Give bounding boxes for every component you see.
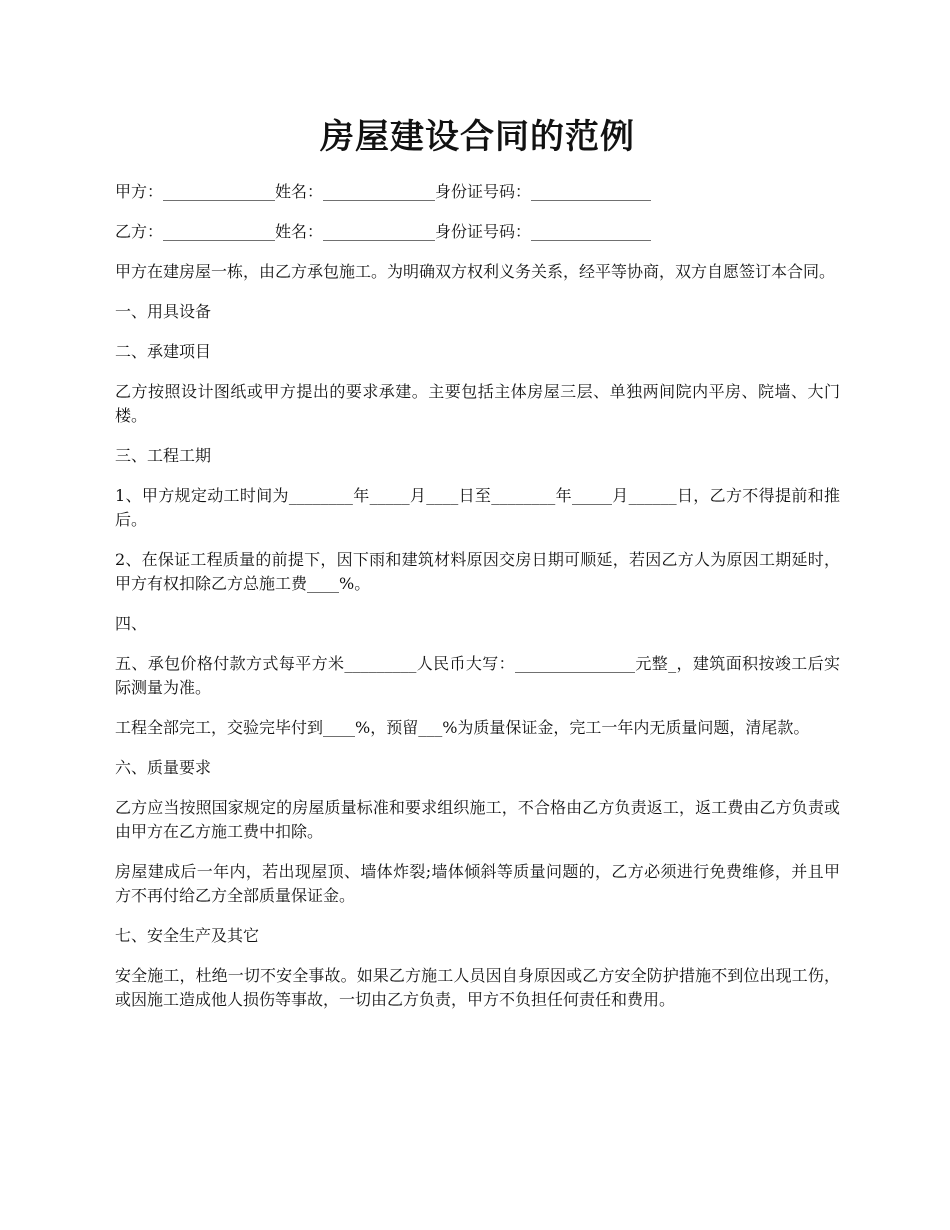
- section-heading-schedule: 三、工程工期: [115, 446, 212, 465]
- project-description: 乙方按照设计图纸或甲方提出的要求承建。主要包括主体房屋三层、单独两间院内平房、院墙、大门楼。: [115, 382, 840, 425]
- price-payment-clause: 五、承包价格付款方式每平方米_________人民币大写：_______________元整_，建筑面积按竣工后实际测量为准。: [115, 654, 840, 697]
- completion-payment-clause: 工程全部完工，交验完毕付到____%，预留___%为质量保证金，完工一年内无质量问题，清尾款。: [115, 718, 810, 737]
- schedule-clause-1: 1、甲方规定动工时间为________年_____月____日至________年_____月______日，乙方不得提前和推后。: [115, 486, 840, 529]
- section-heading-safety: 七、安全生产及其它: [115, 926, 260, 945]
- document-page: [115, 0, 840, 1012]
- quality-clause-1: 乙方应当按照国家规定的房屋质量标准和要求组织施工，不合格由乙方负责返工，返工费由乙方负责或由甲方在乙方施工费中扣除。: [115, 798, 840, 841]
- section-heading-project: 二、承建项目: [115, 342, 212, 361]
- section-heading-four: 四、: [115, 614, 148, 633]
- safety-clause: 安全施工，杜绝一切不安全事故。如果乙方施工人员因自身原因或乙方安全防护措施不到位出现工伤，或因施工造成他人损伤等事故，一切由乙方负责，甲方不负担任何责任和费用。: [115, 966, 840, 1009]
- section-heading-equipment: 一、用具设备: [115, 302, 212, 321]
- party-b-line: 乙方：______________姓名：______________身份证号码：_______________: [115, 222, 652, 241]
- document-title: 房屋建设合同的范例: [320, 117, 635, 157]
- quality-clause-2: 房屋建成后一年内，若出现屋顶、墙体炸裂;墙体倾斜等质量问题的，乙方必须进行免费维修，并且甲方不再付给乙方全部质量保证金。: [115, 862, 840, 905]
- contract-intro: 甲方在建房屋一栋，由乙方承包施工。为明确双方权利义务关系，经平等协商，双方自愿签订本合同。: [115, 262, 836, 281]
- section-heading-quality: 六、质量要求: [115, 758, 212, 777]
- party-a-line: 甲方：______________姓名：______________身份证号码：_______________: [115, 182, 652, 201]
- schedule-clause-2: 2、在保证工程质量的前提下，因下雨和建筑材料原因交房日期可顺延，若因乙方人为原因工期延时，甲方有权扣除乙方总施工费____%。: [115, 550, 840, 593]
